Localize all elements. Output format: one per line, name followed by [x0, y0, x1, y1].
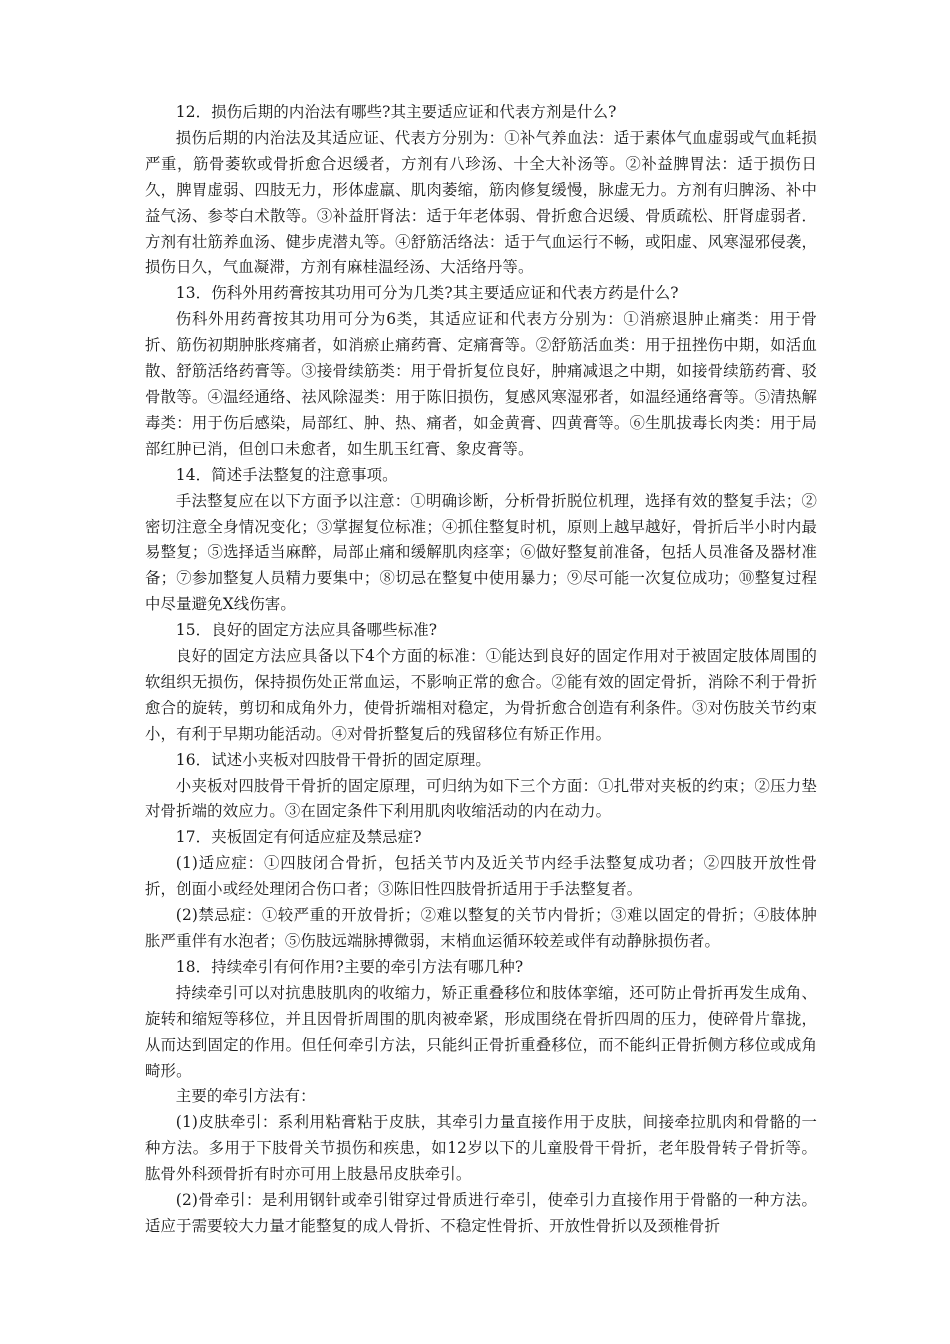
question-13: 13．伤科外用药膏按其功用可分为几类?其主要适应证和代表方药是什么?: [175, 284, 679, 303]
question-16: 16．试述小夹板对四肢骨干骨折的固定原理。: [175, 750, 491, 769]
answer-14: 手法整复应在以下方面予以注意：①明确诊断，分析骨折脱位机理，选择有效的整复手法；②密切注意全身情况变化；③掌握复位标准；④抓住整复时机，原则上越早越好，骨折后半小时内最易整复；⑤选择适当麻醉，局部止痛和缓解肌肉痉挛；⑥做好整复前准备，包括人员准备及器材准备；⑦参加整复人员精力要集中；⑧切忌在整复中使用暴力；⑨尽可能一次复位成功；⑩整复过程中尽量避免X线伤害。: [145, 491, 817, 614]
answer-18-bone-traction: (2)骨牵引：是利用钢针或牵引钳穿过骨质进行牵引，使牵引力直接作用于骨骼的一种方法。适应于需要较大力量才能整复的成人骨折、不稳定性骨折、开放性骨折以及颈椎骨折: [145, 1191, 817, 1235]
question-14: 14．简述手法整复的注意事项。: [175, 465, 398, 484]
question-15: 15．良好的固定方法应具备哪些标准?: [175, 621, 438, 640]
answer-12: 损伤后期的内治法及其适应证、代表方分别为：①补气养血法：适于素体气血虚弱或气血耗损严重，筋骨萎软或骨折愈合迟缓者，方剂有八珍汤、十全大补汤等。②补益脾胃法：适于损伤日久，脾胃虚弱、四肢无力，形体虚羸、肌肉萎缩，筋肉修复缓慢，脉虚无力。方剂有归脾汤、补中益气汤、参苓白术散等。③补益肝肾法：适于年老体弱、骨折愈合迟缓、骨质疏松、肝肾虚弱者．方剂有壮筋养血汤、健步虎潜丸等。④舒筋活络法：适于气血运行不畅，或阳虚、风寒湿邪侵袭，损伤日久，气血凝滞，方剂有麻桂温经汤、大活络丹等。: [145, 128, 817, 277]
answer-13: 伤科外用药膏按其功用可分为6类，其适应证和代表方分别为：①消瘀退肿止痛类：用于骨折、筋伤初期肿胀疼痛者，如消瘀止痛药膏、定痛膏等。②舒筋活血类：用于扭挫伤中期，如活血散、舒筋活络药膏等。③接骨续筋类：用于骨折复位良好，肿痛减退之中期，如接骨续筋药膏、驳骨散等。④温经通络、祛风除湿类：用于陈旧损伤，复感风寒湿邪者，如温经通络膏等。⑤清热解毒类：用于伤后感染，局部红、肿、热、痛者，如金黄膏、四黄膏等。⑥生肌拔毒长肉类：用于局部红肿已消，但创口未愈者，如生肌玉红膏、象皮膏等。: [145, 310, 817, 458]
answer-18-methods-intro: 主要的牵引方法有：: [175, 1087, 316, 1106]
answer-18-skin-traction: (1)皮肤牵引：系利用粘膏粘于皮肤，其牵引力量直接作用于皮肤，间接牵拉肌肉和骨骼的一种方法。多用于下肢骨关节损伤和疾患，如12岁以下的儿童股骨干骨折，老年股骨转子骨折等。肱骨外科颈骨折有时亦可用上肢悬吊皮肤牵引。: [145, 1113, 817, 1184]
answer-17-contraindications: (2)禁忌症：①较严重的开放骨折；②难以整复的关节内骨折；③难以固定的骨折；④肢体肿胀严重伴有水泡者；⑤伤肢远端脉搏微弱，末梢血运循环较差或伴有动静脉损伤者。: [145, 906, 817, 950]
answer-18: 持续牵引可以对抗患肢肌肉的收缩力，矫正重叠移位和肢体挛缩，还可防止骨折再发生成角、旋转和缩短等移位，并且因骨折周围的肌肉被牵紧，形成围绕在骨折四周的压力，使碎骨片靠拢，从而达到固定的作用。但任何牵引方法，只能纠正骨折重叠移位，而不能纠正骨折侧方移位或成角畸形。: [145, 983, 817, 1080]
answer-17-indications: (1)适应症：①四肢闭合骨折，包括关节内及近关节内经手法整复成功者；②四肢开放性骨折，创面小或经处理闭合伤口者；③陈旧性四肢骨折适用于手法整复者。: [145, 854, 817, 899]
question-17: 17．夹板固定有何适应症及禁忌症?: [175, 828, 422, 847]
document-page: [145, 100, 817, 1240]
answer-16: 小夹板对四肢骨干骨折的固定原理，可归纳为如下三个方面：①扎带对夹板的约束；②压力垫对骨折端的效应力。③在固定条件下利用肌肉收缩活动的内在动力。: [145, 776, 817, 821]
question-18: 18．持续牵引有何作用?主要的牵引方法有哪几种?: [175, 957, 524, 976]
answer-15: 良好的固定方法应具备以下4个方面的标准：①能达到良好的固定作用对于被固定肢体周围的软组织无损伤，保持损伤处正常血运，不影响正常的愈合。②能有效的固定骨折，消除不利于骨折愈合的旋转，剪切和成角外力，使骨折端相对稳定，为骨折愈合创造有利条件。③对伤肢关节约束小，有利于早期功能活动。④对骨折整复后的残留移位有矫正作用。: [145, 647, 817, 743]
question-12: 12．损伤后期的内治法有哪些?其主要适应证和代表方剂是什么?: [175, 103, 617, 121]
